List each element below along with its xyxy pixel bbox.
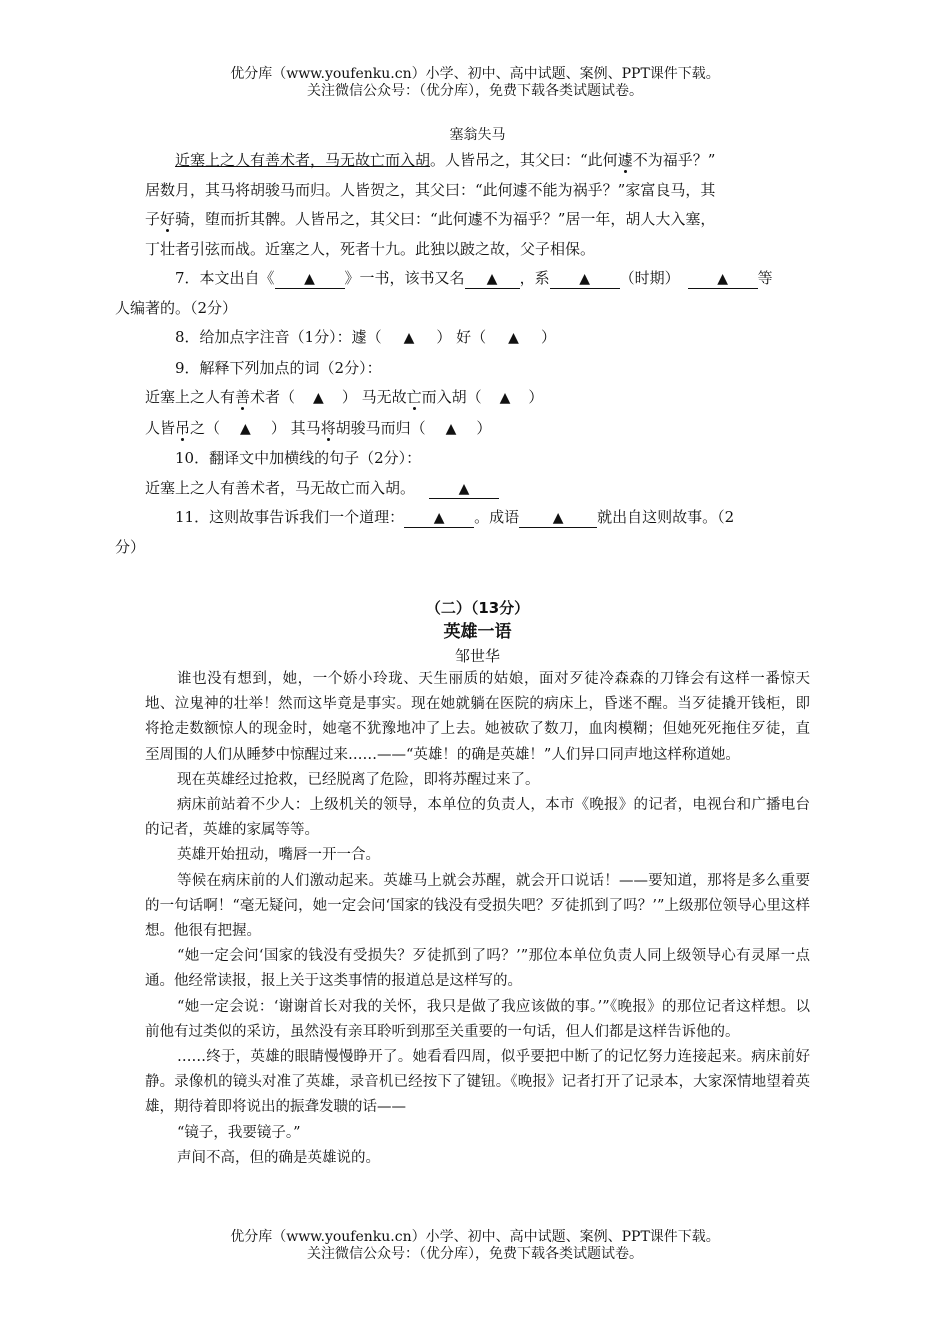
- footer-line-1: 优分库（www.youfenku.cn）小学、初中、高中试题、案例、PPT课件下载。: [230, 1229, 720, 1245]
- paragraph: “她一定会问‘国家的钱没有受损失？歹徒抓到了吗？’”那位本单位负责人同上级领导心有灵犀一点通。他经常读报，报上关于这类事情的报道总是这样写的。: [145, 948, 810, 990]
- answer-blank[interactable]: ▲: [404, 509, 474, 528]
- paragraph: 等候在病床前的人们激动起来。英雄马上就会苏醒，就会开口说话！——要知道，那将是多么重要的一句话啊！“毫无疑问，她一定会问‘国家的钱没有受损失吧？歹徒抓到了吗？’”上级那位领导心里这样想。他很有把握。: [145, 872, 810, 940]
- article-title: 英雄一语: [443, 622, 512, 642]
- answer-blank[interactable]: ▲: [550, 270, 620, 289]
- question-7: 7．本文出自《 ▲ 》一书，该书又名 ▲ ，系 ▲ （时期） ▲ 等 人编著的。（2分）: [115, 269, 773, 317]
- question-9: 9．解释下列加点的词（2分）： 近塞上之人有善术者（ ▲ ） 马无故亡而入胡（ ▲ ） 人皆吊之（ ▲ ） 其马将胡骏马而归（ ▲ ）: [145, 358, 544, 437]
- dotted-char-ju: 遽: [617, 151, 633, 169]
- dotted-char-hao: 好: [160, 210, 176, 228]
- answer-mark[interactable]: ▲: [403, 330, 415, 346]
- paragraph: 现在英雄经过抢救，已经脱离了危险，即将苏醒过来了。: [177, 771, 540, 788]
- answer-blank[interactable]: ▲: [465, 270, 520, 289]
- paragraph: ……终于，英雄的眼睛慢慢睁开了。她看看四周，似乎要把中断了的记忆努力连接起来。病床前好静。录像机的镜头对准了英雄，录音机已经按下了键钮。《晚报》记者打开了记录本，大家深情地望着英雄，期待着即将说出的振聋发聩的话——: [145, 1049, 810, 1116]
- paragraph: “镜子，我要镜子。”: [177, 1124, 301, 1141]
- question-10: 10．翻译文中加横线的句子（2分）： 近塞上之人有善术者，马无故亡而入胡。 ▲: [145, 444, 810, 503]
- section-2: [145, 597, 810, 1171]
- answer-mark[interactable]: ▲: [240, 420, 251, 437]
- answer-blank[interactable]: ▲: [519, 509, 597, 528]
- page-footer: [0, 1229, 950, 1263]
- header-line-1: 优分库（www.youfenku.cn）小学、初中、高中试题、案例、PPT课件下载。: [230, 66, 720, 82]
- answer-blank[interactable]: ▲: [688, 270, 758, 289]
- underlined-sentence: 近塞上之人有善术者，马无故亡而入胡: [175, 151, 431, 169]
- paragraph: 英雄开始扭动，嘴唇一开一合。: [177, 847, 380, 864]
- paragraph: “她一定会说：‘谢谢首长对我的关怀，我只是做了我应该做的事。’”《晚报》的那位记者这样想。以前他有过类似的采访，虽然没有亲耳聆听到那至关重要的一句话，但人们都是这样告诉他的。: [145, 998, 810, 1040]
- paragraph: 病床前站着不少人：上级机关的领导，本单位的负责人，本市《晚报》的记者，电视台和广播电台的记者，英雄的家属等等。: [145, 797, 810, 839]
- footer-line-2: 关注微信公众号：（优分库），免费下载各类试题试卷。: [307, 1246, 643, 1262]
- answer-blank[interactable]: ▲: [275, 270, 345, 289]
- header-line-2: 关注微信公众号：（优分库），免费下载各类试题试卷。: [307, 83, 643, 99]
- section-1: [115, 124, 810, 562]
- paragraph: 谁也没有想到，她，一个娇小玲珑、天生丽质的姑娘，面对歹徒冷森森的刀锋会有这样一番惊天地、泣鬼神的壮举！然而这毕竟是事实。现在她就躺在医院的病床上，昏迷不醒。当歹徒撬开钱柜，即将抢走数额惊人的现金时，她毫不犹豫地冲了上去。她被砍了数刀，血肉模糊；但她死死拖住歹徒，直至周围的人们从睡梦中惊醒过来……——“英雄！的确是英雄！”人们异口同声地这样称道她。: [145, 671, 810, 763]
- answer-mark[interactable]: ▲: [313, 390, 324, 406]
- question-11: 11．这则故事告诉我们一个道理： ▲ 。成语 ▲ 就出自这则故事。（2 分）: [115, 508, 735, 556]
- passage-text: 近塞上之人有善术者，马无故亡而入胡。人皆吊之，其父曰：“此何遽不为福乎？” 居数月，其马将胡骏马而归。人皆贺之，其父曰：“此何遽不能为祸乎？”家富良马，其 子好骑，堕而折其髀。人皆吊之，其父曰：“此何遽不为福乎？”居一年，胡人大入塞， 丁壮者引弦而战。近塞之人，死者十九。此独以跛之故，父子相保。: [145, 151, 716, 258]
- page-header: [0, 66, 950, 100]
- section-heading: （二）（13分）: [425, 599, 530, 617]
- answer-mark[interactable]: ▲: [445, 420, 457, 437]
- article-author: 邹世华: [454, 647, 500, 665]
- answer-mark[interactable]: ▲: [499, 390, 511, 406]
- answer-blank[interactable]: ▲: [429, 480, 499, 499]
- answer-mark[interactable]: ▲: [508, 330, 519, 346]
- passage-title: 塞翁失马: [449, 127, 506, 143]
- question-8: 8．给加点字注音（1分）：遽（ ▲ ） 好（ ▲ ）: [175, 328, 556, 346]
- paragraph: 声间不高，但的确是英雄说的。: [177, 1149, 380, 1166]
